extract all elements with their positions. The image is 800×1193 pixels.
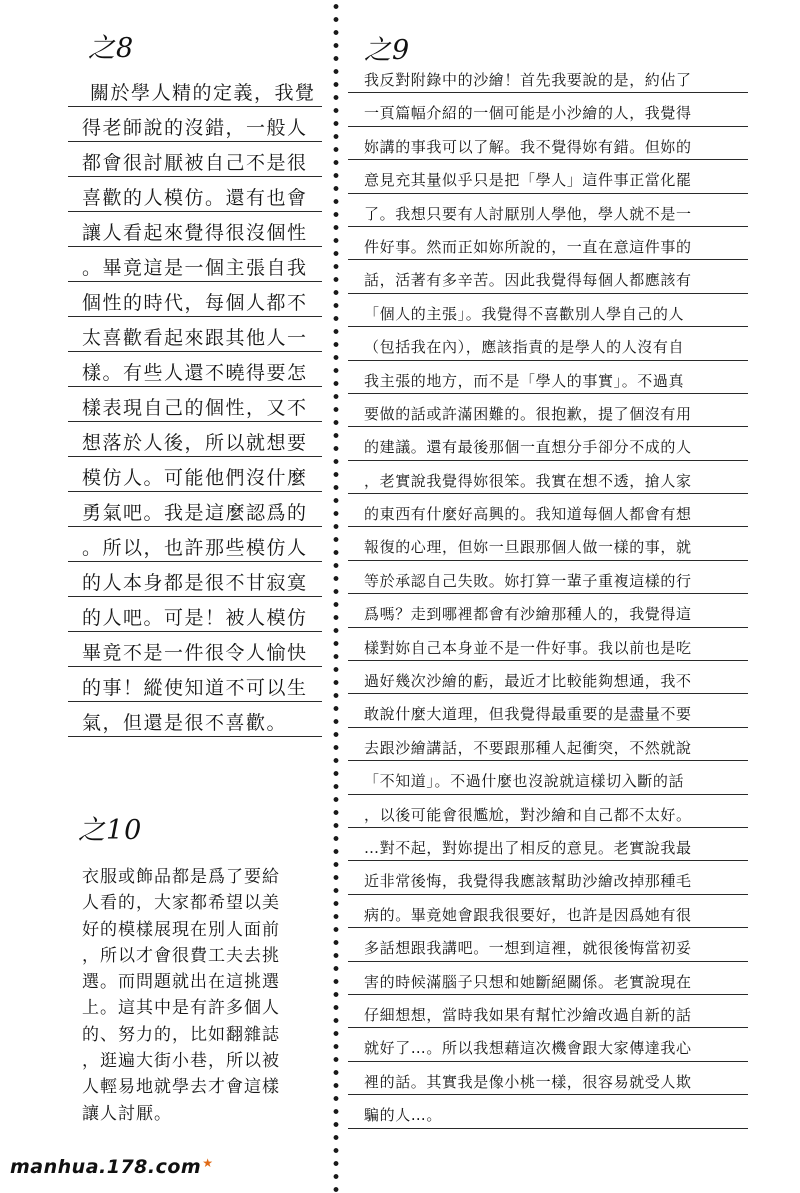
text-line: 的事！縱使知道不可以生 [68,667,322,702]
text-line: 等於承認自己失敗。妳打算一輩子重複這樣的行 [348,561,748,594]
section-10-text [82,864,322,1127]
text-line: 的東西有什麼好高興的。我知道每個人都會有想 [348,494,748,527]
text-line: 仔細想想，當時我如果有幫忙沙繪改過自新的話 [348,995,748,1028]
text-line: 的建議。還有最後那個一直想分手卻分不成的人 [348,427,748,460]
section-9-heading: 之9 [364,35,411,66]
text-line: 模仿人。可能他們沒什麼 [68,457,322,492]
text-line: 讓人看起來覺得很沒個性 [68,212,322,247]
dotted-divider [332,0,340,1193]
section-8-heading: 之8 [88,33,135,64]
text-line: ，以後可能會很尷尬，對沙繪和自己都不太好。 [348,795,748,828]
text-line: 多話想跟我講吧。一想到這裡，就很後悔當初妥 [348,928,748,961]
text-line: 報復的心理，但妳一旦跟那個人做一樣的事，就 [348,527,748,560]
text-line: …對不起，對妳提出了相反的意見。老實說我最 [348,828,748,861]
text-line: 騙的人…。 [348,1095,748,1128]
section-9-text [348,60,748,1129]
text-line: 關於學人精的定義，我覺 [68,72,322,107]
text-line: 的、努力的，比如翻雜誌 [82,1024,280,1045]
text-line: 我反對附錄中的沙繪！首先我要說的是，約佔了 [348,60,748,93]
text-line: 過好幾次沙繪的虧，最近才比較能夠想通，我不 [348,661,748,694]
text-line: 話，活著有多辛苦。因此我覺得每個人都應該有 [348,260,748,293]
text-line: 樣對妳自己本身並不是一件好事。我以前也是吃 [348,628,748,661]
text-line: 近非常後悔，我覺得我應該幫助沙繪改掉那種毛 [348,861,748,894]
text-line: （包括我在內），應該指責的是學人的人沒有自 [348,327,748,360]
text-line: 敢說什麼大道理，但我覺得最重要的是盡量不要 [348,694,748,727]
text-line: ，逛遍大街小巷，所以被 [82,1051,280,1072]
text-line: ，所以才會很費工夫去挑 [82,945,280,966]
text-line: 選。而問題就出在這挑選 [82,972,280,993]
text-line: 「不知道」。不過什麼也沒說就這樣切入斷的話 [348,761,748,794]
text-line: 畢竟不是一件很令人愉快 [68,632,322,667]
text-line: 。畢竟這是一個主張自我 [68,247,322,282]
text-line: 想落於人後，所以就想要 [68,422,322,457]
text-line: 好的模樣展現在別人面前 [82,919,280,940]
text-line: 的人本身都是很不甘寂寞 [68,562,322,597]
text-line: 讓人討厭。 [82,1103,172,1124]
text-line: 害的時候滿腦子只想和她斷絕關係。老實說現在 [348,962,748,995]
text-line: 氣，但還是很不喜歡。 [68,702,322,737]
text-line: ，老實說我覺得妳很笨。我實在想不透，搶人家 [348,461,748,494]
text-line: 人輕易地就學去才會這樣 [82,1077,280,1098]
text-line: 病的。畢竟她會跟我很要好，也許是因爲她有很 [348,895,748,928]
text-line: 。所以，也許那些模仿人 [68,527,322,562]
section-10-heading: 之10 [78,815,143,846]
text-line: 件好事。然而正如妳所說的，一直在意這件事的 [348,227,748,260]
watermark [10,1156,214,1178]
text-line: 人看的，大家都希望以美 [82,893,280,914]
text-line: 太喜歡看起來跟其他人一 [68,317,322,352]
text-line: 樣。有些人還不曉得要怎 [68,352,322,387]
text-line: 的人吧。可是！被人模仿 [68,597,322,632]
text-line: 喜歡的人模仿。還有也會 [68,177,322,212]
star-icon: ★ [202,1156,214,1170]
text-line: 意見充其量似乎只是把「學人」這件事正當化罷 [348,160,748,193]
text-line: 樣表現自己的個性，又不 [68,387,322,422]
text-line: 妳講的事我可以了解。我不覺得妳有錯。但妳的 [348,127,748,160]
text-line: 一頁篇幅介紹的一個可能是小沙繪的人，我覺得 [348,93,748,126]
text-line: 去跟沙繪講話，不要跟那種人起衝突，不然就說 [348,728,748,761]
text-line: 「個人的主張」。我覺得不喜歡別人學自己的人 [348,294,748,327]
text-line: 爲嗎？走到哪裡都會有沙繪那種人的，我覺得這 [348,594,748,627]
text-line: 得老師說的沒錯，一般人 [68,107,322,142]
text-line: 個性的時代，每個人都不 [68,282,322,317]
section-8-text [68,72,322,737]
watermark-text: manhua.178.com [10,1156,202,1178]
text-line: 勇氣吧。我是這麼認爲的 [68,492,322,527]
text-line: 上。這其中是有許多個人 [82,998,280,1019]
text-line: 就好了…。所以我想藉這次機會跟大家傳達我心 [348,1028,748,1061]
text-line: 我主張的地方，而不是「學人的事實」。不過真 [348,361,748,394]
text-line: 了。我想只要有人討厭別人學他，學人就不是一 [348,194,748,227]
text-line: 要做的話或許滿困難的。很抱歉，提了個沒有用 [348,394,748,427]
text-line: 衣服或飾品都是爲了要給 [82,867,280,887]
text-line: 都會很討厭被自己不是很 [68,142,322,177]
text-line: 裡的話。其實我是像小桃一樣，很容易就受人欺 [348,1062,748,1095]
